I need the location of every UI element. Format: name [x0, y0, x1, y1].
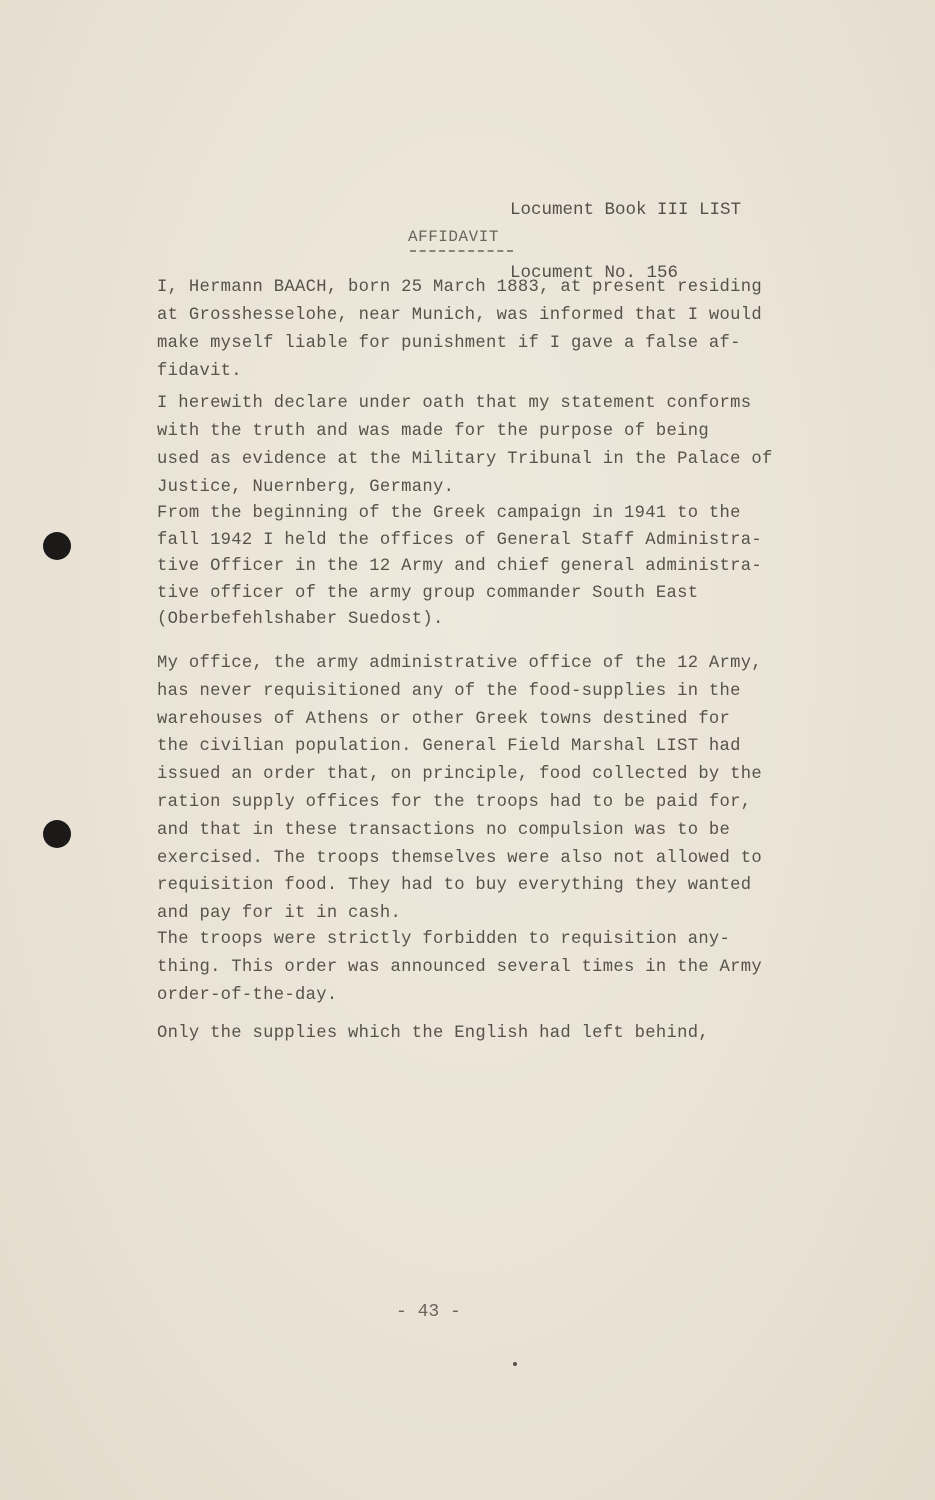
punch-hole	[43, 532, 71, 560]
paragraph-order: The troops were strictly forbidden to requisition any- thing. This order was announced several times in the Army order-of-the-day.	[157, 930, 763, 1005]
paragraph-identity: I, Hermann BAACH, born 25 March 1883, at present residing at Grosshesselohe, near Munich, was informed that I would make myself liable for punishment if I gave a false af- fidavit.	[157, 278, 763, 381]
punch-hole	[43, 820, 71, 848]
header-number-line: Locument No. 156	[510, 263, 679, 283]
page-number: - 43 -	[396, 1302, 461, 1322]
paragraph-supplies: Only the supplies which the English had left behind,	[157, 1024, 709, 1043]
ink-speck	[513, 1362, 517, 1366]
paragraph-requisition: My office, the army administrative office of the 12 Army, has never requisitioned any of the food-supplies in the warehouses of Athens or other Greek towns destined for the civilian population. General Field Marshal LIST had issued an order that, on principle, food collected by the ration supply offices for the troops had to be paid for, and that in these transactions no compulsion was to be exercised. The troops themselves were also not allowed to requisition food. They had to buy everything they wanted and pay for it in cash.	[157, 654, 763, 924]
paragraph-offices: From the beginning of the Greek campaign in 1941 to the fall 1942 I held the offices of General Staff Administra- tive Officer in the 12 Army and chief general administra- tive officer of the army group commander South East (Oberbefehlshaber Suedost).	[157, 504, 763, 630]
document-title: AFFIDAVIT	[408, 228, 499, 246]
paragraph-declaration: I herewith declare under oath that my statement conforms with the truth and was made for the purpose of being used as evidence at the Military Tribunal in the Palace of Justice, Nuernberg, Germany.	[157, 394, 773, 497]
title-underline	[410, 250, 513, 252]
header-book-line: Locument Book III LIST	[510, 200, 742, 220]
